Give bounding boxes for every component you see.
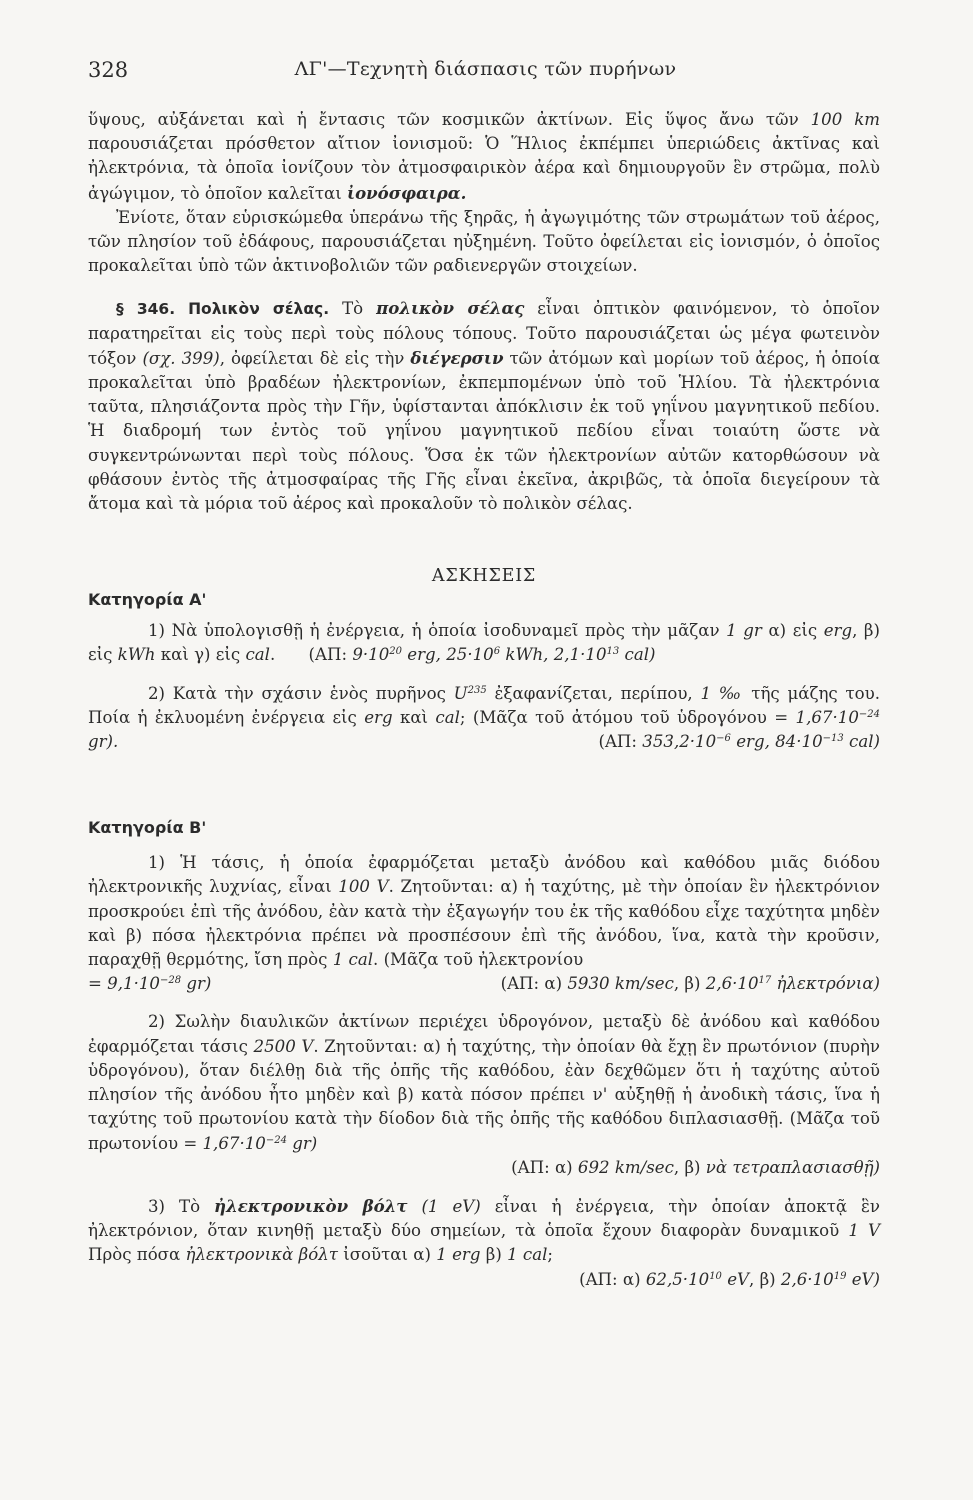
category-b-heading: Κατηγορία Β'	[88, 818, 207, 838]
exercise-b1: 1) Ἡ τάσις, ἡ ὁποία ἐφαρμόζεται μεταξὺ ἀνόδου καὶ καθόδου μιᾶς διόδου ἠλεκτρονικῆς λυχνίας, εἶναι 100 V. Ζητοῦνται: α) ἡ ταχύτης, μὲ τὴν ὁποίαν ἓν ἠλεκτρόνιον προσκρούει ἐπὶ τῆς ἀνόδου, ἐὰν κατὰ τὴν ἐξαγωγήν του ἐκ τῆς καθόδου εἶχε ταχύτητα μηδὲν καὶ β) πόσα ἠλεκτρόνια πρέπει νὰ προσπέσουν ἐπὶ τῆς ἀνόδου, ἵνα, κατὰ τὴν κροῦσιν, παραχθῇ θερμότης, ἴση πρὸς 1 cal. (Μᾶζα τοῦ ἠλεκτρονίου = $9,1\cdot 10^{-28}$ gr) (ΑΠ: α) 5930 km/sec, β) $2,6\cdot 10^{17}$ ἠλεκτρόνια)	[88, 851, 880, 996]
exercise-b3-answer: (ΑΠ: α) $62,5\cdot 10^{10}$ eV, β) $2,6\cdot 10^{19}$ eV)	[579, 1269, 880, 1289]
page-number: 328	[88, 58, 129, 82]
exercise-b2: 2) Σωλὴν διαυλικῶν ἀκτίνων περιέχει ὑδρογόνον, μεταξὺ δὲ ἀνόδου καὶ καθόδου ἐφαρμόζεται τάσις 2500 V. Ζητοῦνται: α) ἡ ταχύτης, τὴν ὁποίαν θὰ ἔχῃ ἓν πρωτόνιον (πυρὴν ὑδρογόνου), ὅταν διέλθῃ διὰ τῆς ὀπῆς τῆς καθόδου, ἐὰν δεχθῶμεν ὅτι ἡ ταχύτης αὐτοῦ πλησίον τῆς ἀνόδου ἦτο μηδὲν καὶ β) κατὰ πόσον πρέπει ν' αὐξηθῇ ἡ ἀνοδικὴ τάσις, ἵνα ἡ ταχύτης τοῦ πρωτονίου κατὰ τὴν δίοδον διὰ τῆς ὀπῆς τῆς καθόδου διπλασιασθῇ. (Μᾶζα τοῦ $\pi\rho\omega\tau o\nu ίo\upsilon = 1,67\cdot 10^{-24}$ gr) (ΑΠ: α) 692 km/sec, β) νὰ τετραπλασιασθῇ)	[88, 1010, 880, 1179]
category-a-heading: Κατηγορία Α'	[88, 590, 207, 610]
page-body	[88, 108, 880, 1306]
exercise-b2-answer: (ΑΠ: α) 692 km/sec, β) νὰ τετραπλασιασθῇ)	[511, 1157, 880, 1177]
exercise-a1-answer: (ΑΠ: $9\cdot 10^{20}$ erg, $25\cdot 10^6$ kWh, $2,1\cdot 10^{13}$ cal)	[308, 645, 656, 665]
intro-paragraph-1: ὕψους, αὐξάνεται καὶ ἡ ἔντασις τῶν κοσμικῶν ἀκτίνων. Εἰς ὕψος ἄνω τῶν 100 km παρουσιάζεται πρόσθετον αἴτιον ἰονισμοῦ: Ὁ Ἥλιος ἐκπέμπει ὑπεριώδεις ἀκτῖνας καὶ ἠλεκτρόνια, τὰ ὁποῖα ἰονίζουν τὸν ἀτμοσφαιρικὸν ἀέρα καὶ δημιουργοῦν ἓν στρῶμα, πολὺ ἀγώγιμον, τὸ ὁποῖον καλεῖται ἰονόσφαιρα.	[88, 110, 880, 203]
section-title: Πολικὸν σέλας.	[188, 300, 330, 319]
intro-paragraph-2: Ἐνίοτε, ὅταν εὑρισκώμεθα ὑπεράνω τῆς ξηρᾶς, ἡ ἀγωγιμότης τῶν στρωμάτων τοῦ ἀέρος, τῶν πλησίον τοῦ ἐδάφους, παρουσιάζεται ηὐξημένη. Τοῦτο ὀφείλεται εἰς ἰονισμόν, ὁ ὁποῖος προκαλεῖται ὑπὸ τῶν ἀκτινοβολιῶν τῶν ραδιενεργῶν στοιχείων.	[88, 207, 880, 276]
exercise-a1: 1) Νὰ ὑπολογισθῇ ἡ ἐνέργεια, ἡ ὁποία ἰσοδυναμεῖ πρὸς τὴν μᾶζαν 1 gr α) εἰς erg, β) εἰς kWh καὶ γ) εἰς cal. (ΑΠ: $9\cdot 10^{20}$ erg, $25\cdot 10^6$ kWh, $2,1\cdot 10^{13}$ cal)	[88, 621, 881, 665]
running-head	[88, 58, 883, 88]
exercises-heading: ΑΣΚΗΣΕΙΣ	[431, 566, 537, 587]
section-number: § 346.	[116, 300, 176, 319]
running-title: ΛΓ'—Τεχνητὴ διάσπασις τῶν πυρήνων	[294, 58, 677, 80]
exercise-a2: 2) Κατὰ τὴν σχάσιν ἑνὸς πυρῆνος $U^{235}$ ἐξαφανίζεται, περίπου, 1 ‰ τῆς μάζης του. Ποία ἡ ἐκλυομένη ἐνέργεια εἰς erg καὶ cal; (Μᾶζα τοῦ ἀτόμου τοῦ ὑδρογόνου = $1,67\cdot 10^{-24}$ gr). (ΑΠ: $353,2\cdot 10^{-6}$ erg, $84\cdot 10^{-13}$ cal)	[88, 682, 880, 755]
term-ionosphere: ἰονόσφαιρα.	[347, 182, 467, 203]
exercise-b3: 3) Τὸ ἠλεκτρονικὸν βόλτ (1 eV) εἶναι ἡ ἐνέργεια, τὴν ὁποίαν ἀποκτᾷ ἓν ἠλεκτρόνιον, ὅταν κινηθῇ μεταξὺ δύο σημείων, τὰ ὁποῖα ἔχουν διαφορὰν δυναμικοῦ 1 V Πρὸς πόσα ἠλεκτρονικὰ βόλτ ἰσοῦται α) 1 erg β) 1 cal; (ΑΠ: α) $62,5\cdot 10^{10}$ eV, β) $2,6\cdot 10^{19}$ eV)	[88, 1194, 880, 1292]
exercise-a2-answer: (ΑΠ: $353,2\cdot 10^{-6}$ erg, $84\cdot 10^{-13}$ cal)	[598, 732, 880, 752]
section-346-paragraph: § 346. Πολικὸν σέλας. Τὸ πολικὸν σέλας εἶναι ὀπτικὸν φαινόμενον, τὸ ὁποῖον παρατηρεῖται εἰς τοὺς περὶ τοὺς πόλους τόπους. Τοῦτο παρουσιάζεται ὡς μέγα φωτεινὸν τόξον (σχ. 399), ὀφείλεται δὲ εἰς τὴν διέγερσιν τῶν ἀτόμων καὶ μορίων τοῦ ἀέρος, ἡ ὁποία προκαλεῖται ὑπὸ βραδέων ἠλεκτρονίων, ἐκπεμπομένων ὑπὸ τοῦ Ἡλίου. Τὰ ἠλεκτρόνια ταῦτα, πλησιάζοντα πρὸς τὴν Γῆν, ὑφίστανται ἀπόκλισιν ἐκ τοῦ γηΐνου μαγνητικοῦ πεδίου. Ἡ διαδρομή των ἐντὸς τοῦ γηΐνου μαγνητικοῦ πεδίου εἶναι τοιαύτη ὥστε νὰ συγκεντρώνωνται περὶ τοὺς πόλους. Ὅσα ἐκ τῶν ἠλεκτρονίων αὐτῶν κατορθώσουν νὰ φθάσουν ἐντὸς τῆς ἀτμοσφαίρας τῆς Γῆς εἶναι ἐκεῖνα, ἀκριβῶς, τὰ ὁποῖα διεγείρουν τὰ ἄτομα καὶ τὰ μόρια τοῦ ἀέρος καὶ προκαλοῦν τὸ πολικὸν σέλας.	[88, 298, 880, 514]
figure-reference: (σχ. 399)	[142, 348, 220, 368]
exercise-b1-answer: = $9,1\cdot 10^{-28}$ gr) (ΑΠ: α) 5930 km/sec, β) $2,6\cdot 10^{17}$ ἠλεκτρόνια)	[88, 974, 880, 994]
